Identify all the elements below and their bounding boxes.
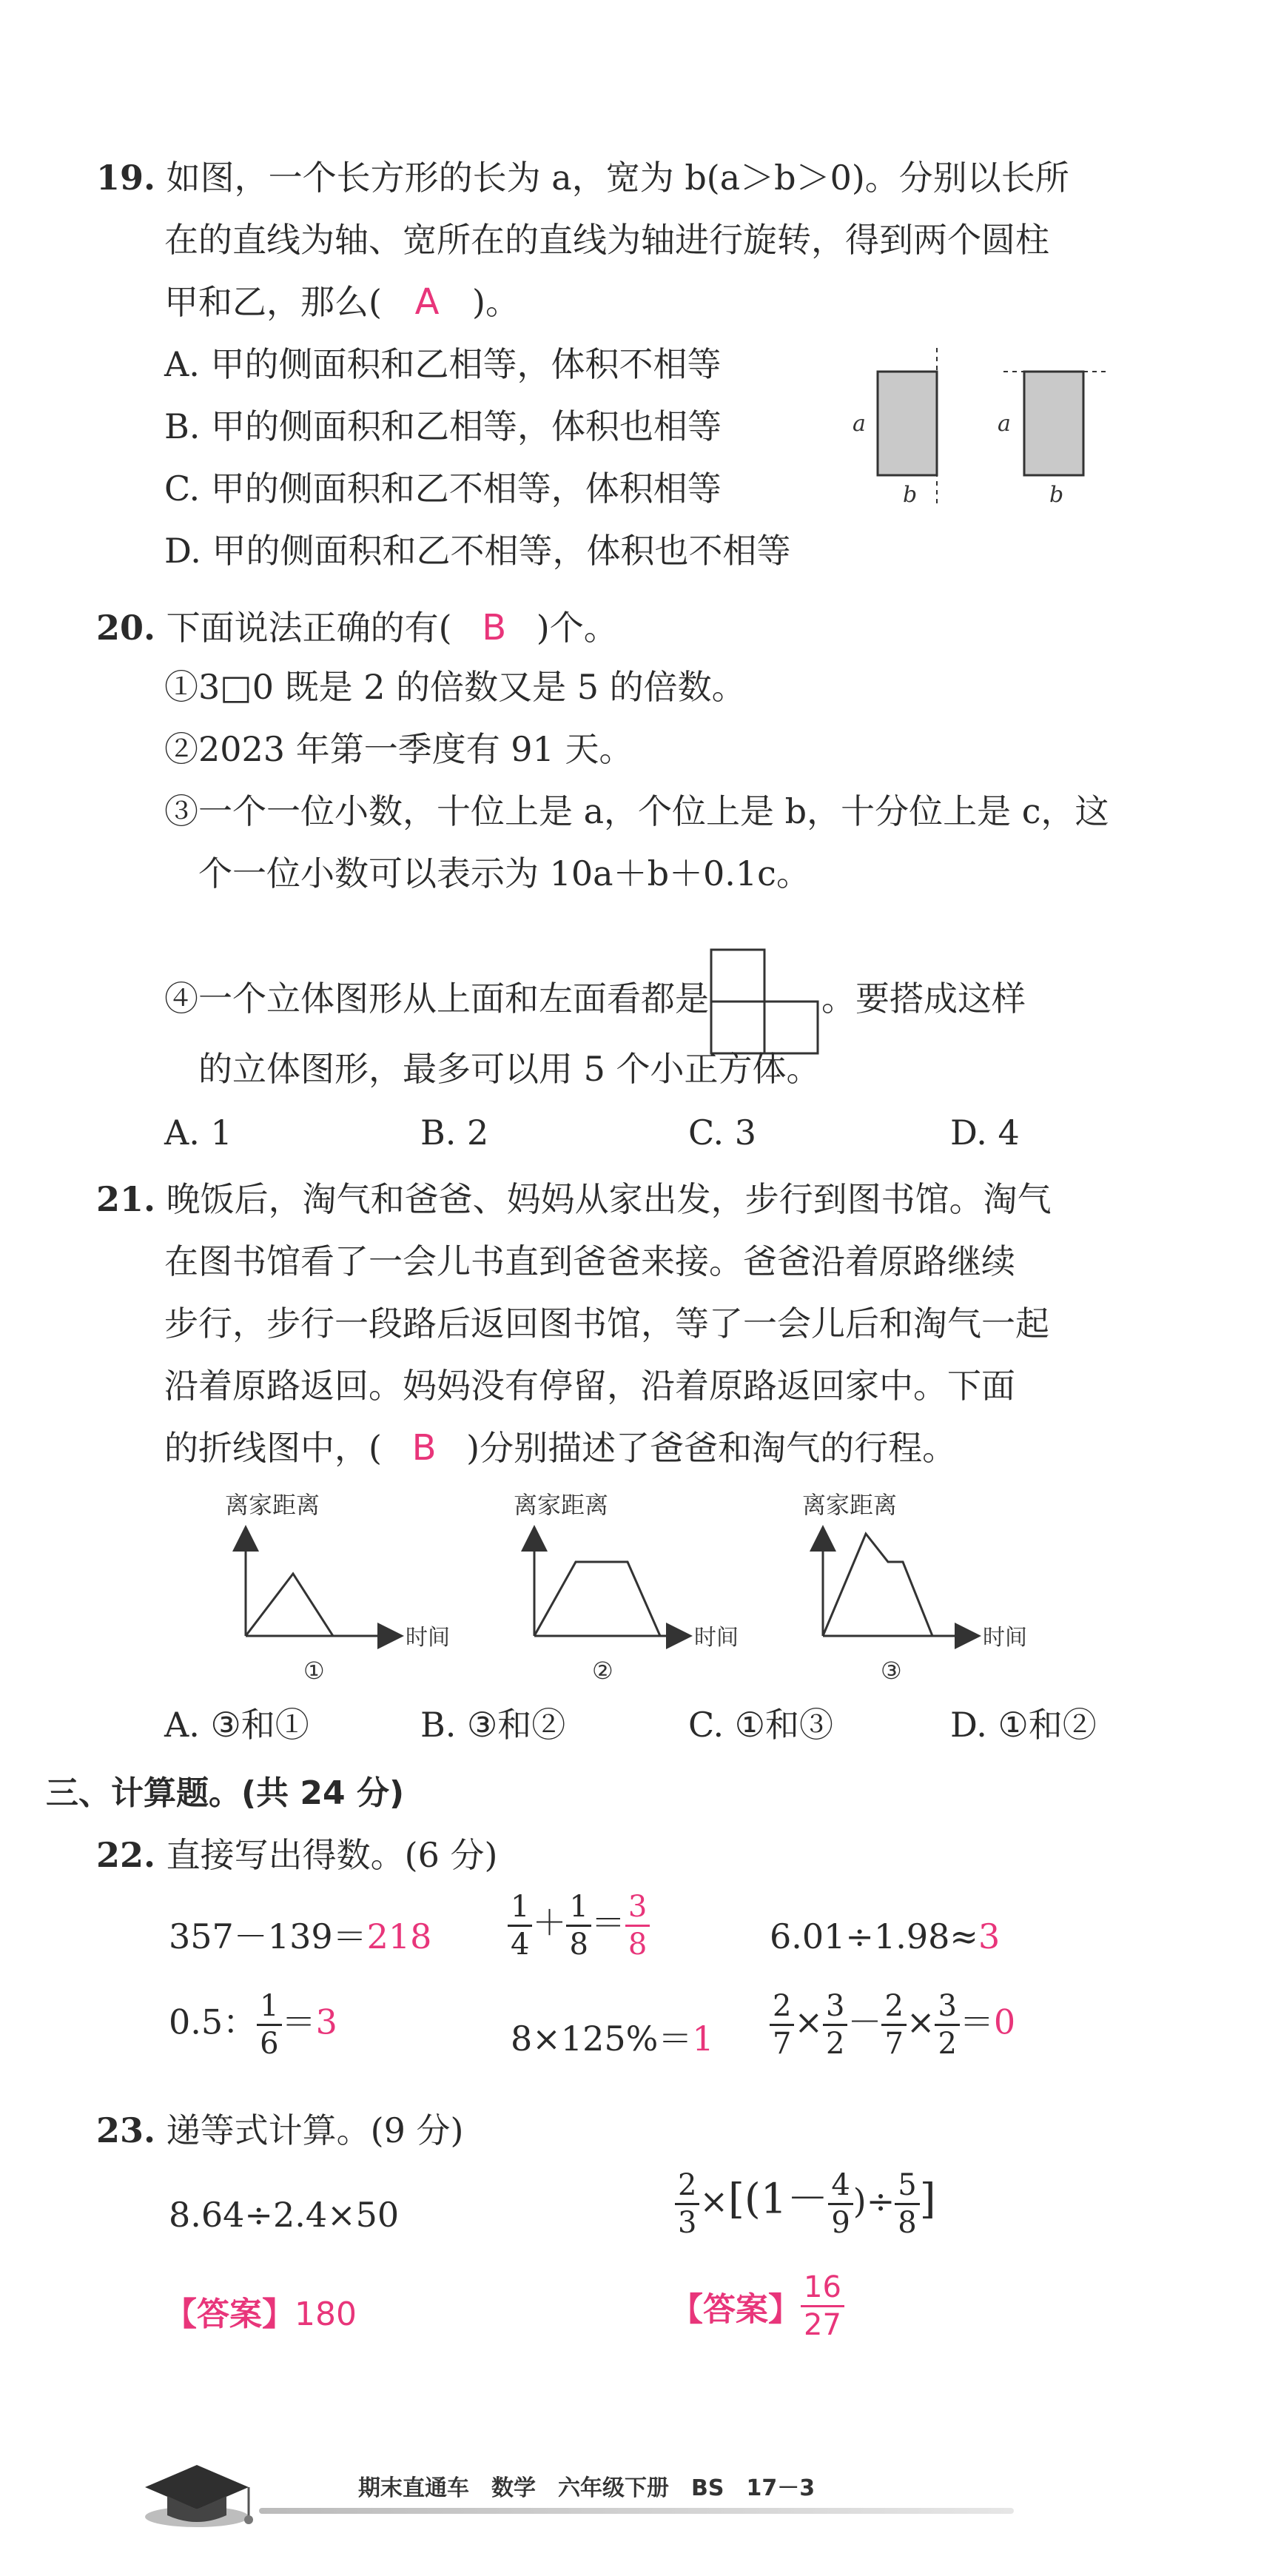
q23-answer-1: 【答案】180 bbox=[164, 2295, 357, 2333]
q21-option-d: D. ①和② bbox=[950, 1705, 1097, 1745]
q21-number: 21. bbox=[96, 1179, 156, 1219]
q20-option-d: D. 4 bbox=[950, 1113, 1020, 1153]
q19-number: 19. bbox=[96, 158, 156, 198]
q23-title: 23. 递等式计算。(9 分) bbox=[96, 2110, 464, 2150]
footer-text: 期末直通车 数学 六年级下册 BS 17－3 bbox=[358, 2475, 816, 2501]
q23-expr-1: 8.64÷2.4×50 bbox=[169, 2195, 400, 2235]
q20-option-c: C. 3 bbox=[688, 1113, 757, 1153]
q19-option-b: B. 甲的侧面积和乙相等，体积也相等 bbox=[164, 406, 722, 446]
q21-answer: B bbox=[411, 1427, 437, 1469]
graph-2-line bbox=[534, 1562, 660, 1636]
q22-answer-5: 1 bbox=[692, 2019, 714, 2059]
q22-number: 22. bbox=[96, 1835, 156, 1875]
q22-expr-2: $\frac{1}{4}$ ＋ $\frac{1}{8}$ ＝ $\frac{3}{8}$ bbox=[508, 1892, 650, 1959]
q23-number: 23. bbox=[96, 2110, 156, 2150]
answer-label-1: 【答案】 bbox=[164, 2295, 295, 2333]
q20-statement-2: ②2023 年第一季度有 91 天。 bbox=[164, 729, 633, 769]
q20-statement-4b: 的立体图形，最多可以用 5 个小正方体。 bbox=[198, 1049, 821, 1089]
q22-answer-6: 0 bbox=[993, 2002, 1016, 2042]
q20-statement-4a: ④一个立体图形从上面和左面看都是 。要搭成这样 bbox=[164, 947, 1026, 1056]
q19-label-b-2: b bbox=[1049, 482, 1064, 508]
q21-graph-2 bbox=[511, 1488, 777, 1688]
q21-line1: 21. 晚饭后，淘气和爸爸、妈妈从家出发，步行到图书馆。淘气 bbox=[96, 1179, 1052, 1219]
answer-label-2: 【答案】 bbox=[670, 2290, 801, 2329]
q21-graph-3 bbox=[799, 1488, 1066, 1688]
q19-rectangle-figure bbox=[829, 341, 1140, 518]
q21-option-c: C. ①和③ bbox=[688, 1705, 834, 1745]
q21-line2: 在图书馆看了一会儿书直到爸爸来接。爸爸沿着原路继续 bbox=[164, 1241, 1015, 1281]
q21-graph-1 bbox=[222, 1488, 488, 1688]
q19-option-a: A. 甲的侧面积和乙相等，体积不相等 bbox=[164, 344, 722, 384]
q22-answer-4: 3 bbox=[315, 2002, 337, 2042]
q20-statement-3a: ③一个一位小数，十位上是 a，个位上是 b，十分位上是 c，这 bbox=[164, 791, 1109, 831]
q19-stem-2: 在的直线为轴、宽所在的直线为轴进行旋转，得到两个圆柱 bbox=[164, 220, 1049, 260]
q20-option-a: A. 1 bbox=[164, 1113, 232, 1153]
section-3-heading: 三、计算题。(共 24 分) bbox=[46, 1774, 405, 1812]
footer-divider bbox=[259, 2508, 1014, 2514]
q19-rect-1 bbox=[878, 372, 937, 475]
q19-option-c: C. 甲的侧面积和乙不相等，体积相等 bbox=[164, 469, 722, 509]
q19-answer: A bbox=[414, 281, 440, 323]
q22-title: 22. 直接写出得数。(6 分) bbox=[96, 1835, 498, 1875]
q20-option-b: B. 2 bbox=[420, 1113, 489, 1153]
q20-view-shape bbox=[709, 947, 821, 1056]
q19-stem-1: 如图，一个长方形的长为 a，宽为 b(a＞b＞0)。分别以长所 bbox=[166, 158, 1069, 198]
q23-expr-2: $\frac{2}{3}$ ×[(1－ $\frac{4}{9}$ )÷ $\frac{5}{8}$ ] bbox=[675, 2170, 936, 2238]
q19-line1 bbox=[96, 155, 1069, 200]
q19-rect-2 bbox=[1024, 372, 1083, 475]
q21-line5: 的折线图中，( B )分别描述了爸爸和淘气的行程。 bbox=[164, 1427, 957, 1469]
graph-3-y-label: 离家距离 bbox=[802, 1491, 898, 1519]
q22-expr-5: 8×125%＝1 bbox=[511, 2019, 714, 2059]
graph-3-label: ③ bbox=[881, 1657, 902, 1685]
q21-option-b: B. ③和② bbox=[420, 1705, 566, 1745]
graph-1-x-label: 时间 bbox=[406, 1625, 450, 1651]
q22-answer-1: 218 bbox=[366, 1916, 432, 1956]
graph-1-y-label: 离家距离 bbox=[225, 1491, 320, 1519]
q20-statement-3b: 个一位小数可以表示为 10a＋b＋0.1c。 bbox=[198, 853, 810, 893]
graph-3-line bbox=[823, 1534, 932, 1636]
q19-label-b-1: b bbox=[903, 482, 918, 508]
q19-label-a-2: a bbox=[998, 411, 1011, 437]
q19-line3: 甲和乙，那么( A )。 bbox=[164, 281, 519, 323]
q19-option-d: D. 甲的侧面积和乙不相等，体积也不相等 bbox=[164, 531, 791, 571]
q22-expr-4: 0.5： $\frac{1}{6}$ ＝3 bbox=[169, 1989, 337, 2061]
q22-expr-3: 6.01÷1.98≈3 bbox=[770, 1916, 1001, 1956]
graph-2-y-label: 离家距离 bbox=[514, 1491, 609, 1519]
q21-line3: 步行，步行一段路后返回图书馆，等了一会儿后和淘气一起 bbox=[164, 1304, 1049, 1344]
q20-statement-1: ①3□0 既是 2 的倍数又是 5 的倍数。 bbox=[164, 667, 746, 707]
q21-line4: 沿着原路返回。妈妈没有停留，沿着原路返回家中。下面 bbox=[164, 1366, 1015, 1406]
graduation-cap-icon bbox=[138, 2458, 256, 2539]
graph-2-label: ② bbox=[592, 1657, 613, 1685]
q22-expr-6: $\frac{2}{7}$ × $\frac{3}{2}$ － $\frac{2}{7}$ × $\frac{3}{2}$ ＝0 bbox=[770, 1991, 1015, 2059]
q23-answer-2: 【答案】 $\frac{16}{27}$ bbox=[670, 2273, 844, 2340]
q19-label-a-1: a bbox=[853, 411, 866, 437]
q20-stem: 20. 下面说法正确的有( B )个。 bbox=[96, 607, 618, 648]
q22-answer-2: $\frac{3}{8}$ bbox=[625, 1892, 650, 1959]
q20-answer: B bbox=[482, 607, 507, 648]
q21-option-a: A. ③和① bbox=[164, 1705, 309, 1745]
graph-1-label: ① bbox=[303, 1657, 325, 1685]
q20-number: 20. bbox=[96, 608, 156, 648]
graph-2-x-label: 时间 bbox=[694, 1625, 739, 1651]
graph-3-x-label: 时间 bbox=[983, 1625, 1027, 1651]
q22-answer-3: 3 bbox=[978, 1916, 1001, 1956]
q22-expr-1: 357－139＝218 bbox=[169, 1916, 432, 1956]
graph-1-line bbox=[246, 1574, 333, 1636]
